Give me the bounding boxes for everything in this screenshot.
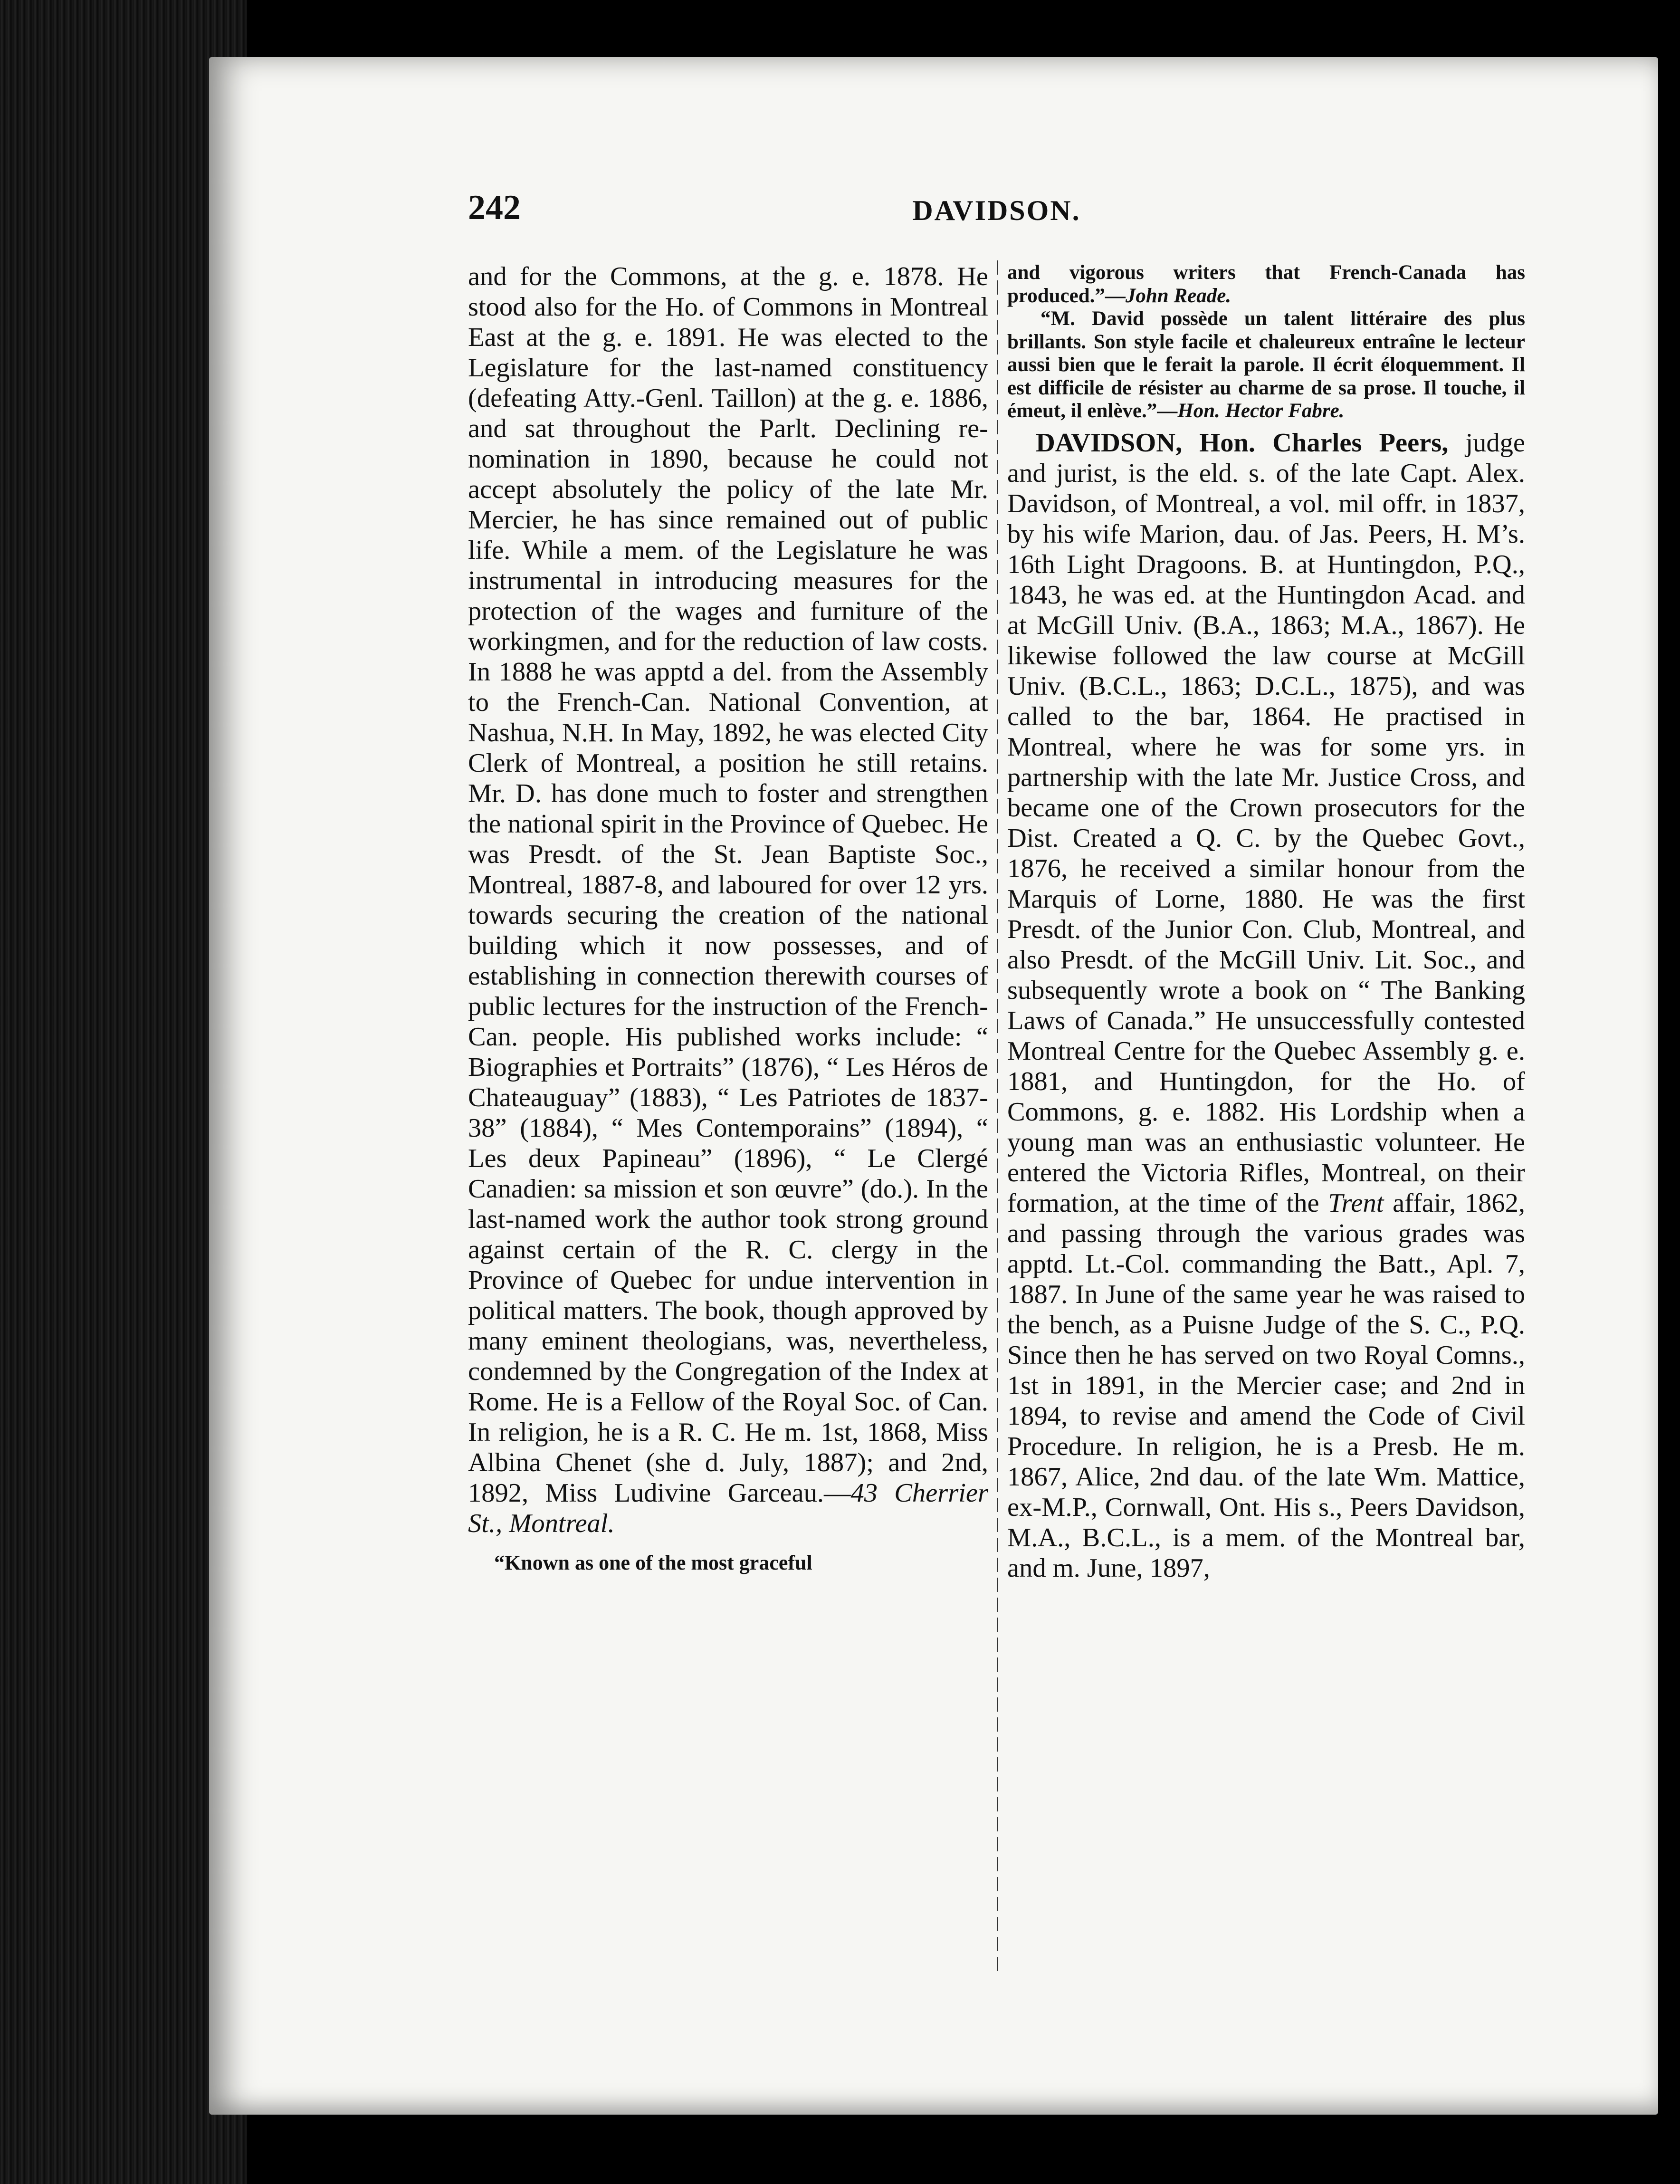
quote-continued-text: and vigorous writers that French-Canada has produced.”— [1007,261,1525,307]
left-paragraph-text: and for the Commons, at the g. e. 1878. He stood also for the Ho. of Commons in Montreal East at the g. e. 1891. He was elected to the Legislature for the last-named constituency (defeating Atty.-Genl. Taillon) at the g. e. 1886, and sat throughout the Parlt. Declining re-nomination in 1890, because he could not accept absolutely the policy of the late Mr. Mercier, he has since remained out of public life. While a mem. of the Legislature he was instrumental in introducing measures for the protection of the wages and furniture of the workingmen, and for the reduction of law costs. In 1888 he was apptd a del. from the Assembly to the French-Can. National Convention, at Nashua, N.H. In May, 1892, he was elected City Clerk of Montreal, a position he still retains. Mr. D. has done much to foster and strengthen the national spirit in the Province of Quebec. He was Presdt. of the St. Jean Baptiste Soc., Montreal, 1887-8, and laboured for over 12 yrs. towards securing the creation of the national building which it now possesses, and of establishing in connection therewith courses of public lectures for the instruction of the French-Can. people. His published works include: “ Biographies et Portraits” (1876), “ Les Héros de Chateauguay” (1883), “ Les Patriotes de 1837-38” (1884), “ Mes Contemporains” (1894), “ Les deux Papineau” (1896), “ Le Clergé Canadien: sa mission et son œuvre” (do.). In the last-named work the author took strong ground against certain of the R. C. clergy in the Province of Quebec for undue intervention in political matters. The book, though approved by many eminent theologians, was, nevertheless, condemned by the Congregation of the Index at Rome. He is a Fellow of the Royal Soc. of Can. In religion, he is a R. C. He m. 1st, 1868, Miss Albina Chenet (she d. July, 1887); and 2nd, 1892, Miss Ludivine Garceau.— [468,262,988,1508]
left-paragraph [468,261,988,1539]
entry-name: DAVIDSON, Hon. Charles Peers, [1036,428,1449,458]
right-column [1007,261,1525,1583]
entry-text: judge and jurist, is the eld. s. of the late Capt. Alex. Davidson, of Montreal, a vol. mil offr. in 1837, by his wife Marion, dau. of Jas. Peers, H. M’s. 16th Light Dragoons. B. at Huntingdon, P.Q., 1843, he was ed. at the Huntingdon Acad. and at McGill Univ. (B.A., 1863; M.A., 1867). He likewise followed the law course at McGill Univ. (B.C.L., 1863; D.C.L., 1875), and was called to the bar, 1864. He practised in Montreal, where he was for some yrs. in partnership with the late Mr. Justice Cross, and became one of the Crown prosecutors for the Dist. Created a Q. C. by the Quebec Govt., 1876, he received a similar honour from the Marquis of Lorne, 1880. He was the first Presdt. of the Junior Con. Club, Montreal, and also Presdt. of the McGill Univ. Lit. Soc., and subsequently wrote a book on “ The Banking Laws of Canada.” He unsuccessfully contested Montreal Centre for the Quebec Assembly g. e. 1881, and Huntingdon, for the Ho. of Commons, g. e. 1882. His Lordship when a young man was an enthusiastic volunteer. He entered the Victoria Rifles, Montreal, on their formation, at the time of the [1007,428,1526,1218]
column-divider [997,260,998,1971]
entry-italic: Trent [1328,1188,1384,1218]
french-quote-text: “M. David possède un talent littéraire des plus brillants. Son style facile et chaleureux entraîne le lecteur aussi bien que le ferait la parole. Il écrit éloquemment. Il est difficile de résister au charme de sa prose. Il touche, il émeut, il enlève.”— [1007,307,1525,422]
address: 43 Cherrier St., Montreal. [468,1478,988,1538]
left-column [468,261,988,1575]
davidson-entry [1007,428,1525,1583]
quote-author-1: John Reade. [1125,284,1231,307]
page-header [468,188,1525,240]
quote-author-2: Hon. Hector Fabre. [1177,400,1345,422]
quote-start: “Known as one of the most graceful [494,1551,812,1574]
quote-continued [1007,261,1525,307]
running-head: DAVIDSON. [912,195,1081,226]
page-number: 242 [468,188,521,227]
entry-text-2: affair, 1862, and passing through the various grades was apptd. Lt.-Col. commanding the Batt., Apl. 7, 1887. In June of the same year he was raised to the bench, as a Puisne Judge of the S. C., P.Q. Since then he has served on two Royal Comns., 1st in 1891, in the Mercier case; and 2nd in 1894, to revise and amend the Code of Civil Procedure. In religion, he is a Presb. He m. 1867, Alice, 2nd dau. of the late Wm. Mattice, ex-M.P., Cornwall, Ont. His s., Peers Davidson, M.A., B.C.L., is a mem. of the Montreal bar, and m. June, 1897, [1007,1188,1526,1583]
french-quote [1007,307,1525,423]
